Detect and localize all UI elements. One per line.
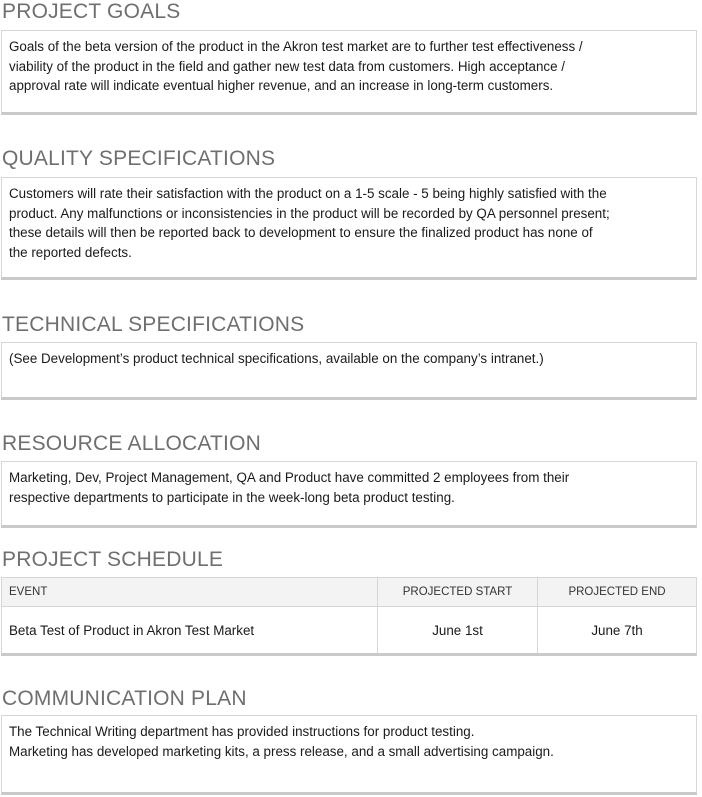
text-line: Customers will rate their satisfaction with the product on a 1-5 scale - 5 being highly satisfied with the — [9, 186, 607, 201]
section-heading: PROJECT SCHEDULE — [2, 548, 224, 571]
section-heading: QUALITY SPECIFICATIONS — [2, 147, 276, 170]
text-line: The Technical Writing department has provided instructions for product testing. — [9, 724, 475, 739]
text-line: (See Development’s product technical specifications, available on the company’s intranet.) — [9, 351, 544, 366]
text-line: respective departments to participate in the week-long beta product testing. — [9, 489, 455, 505]
technical-specifications-box — [1, 342, 697, 400]
table-row — [2, 607, 696, 653]
column-header-projected-start: PROJECTED START — [378, 578, 538, 606]
schedule-table — [1, 577, 697, 656]
text-line: viability of the product in the field and gather new test data from customers. High acceptance / — [9, 58, 566, 74]
quality-specifications-box — [1, 177, 697, 280]
cell-projected-start: June 1st — [378, 607, 538, 653]
text-line: Goals of the beta version of the product in the Akron test market are to further test effectiveness / — [9, 39, 583, 54]
text-line: approval rate will indicate eventual higher revenue, and an increase in long-term customers. — [9, 78, 554, 93]
resource-allocation-box — [1, 461, 697, 528]
project-goals-box — [1, 30, 697, 115]
column-header-projected-end: PROJECTED END — [568, 586, 666, 598]
communication-plan-box — [1, 715, 697, 795]
section-heading: PROJECT GOALS — [2, 0, 181, 23]
cell-event: Beta Test of Product in Akron Test Market — [2, 607, 378, 653]
cell-projected-end: June 7th — [591, 622, 643, 638]
section-heading: COMMUNICATION PLAN — [2, 687, 247, 710]
text-line: these details will then be reported back to development to ensure the finalized product has none of — [9, 225, 593, 240]
table-header-row — [2, 578, 696, 607]
column-header-event: EVENT — [2, 578, 378, 606]
text-line: product. Any malfunctions or inconsistencies in the product will be recorded by QA personnel present; — [9, 205, 610, 221]
text-line: the reported defects. — [9, 244, 132, 260]
text-line: Marketing, Dev, Project Management, QA and Product have committed 2 employees from their — [9, 470, 570, 485]
text-line: Marketing has developed marketing kits, a press release, and a small advertising campaign. — [9, 743, 554, 759]
section-heading: TECHNICAL SPECIFICATIONS — [2, 313, 305, 336]
section-heading: RESOURCE ALLOCATION — [2, 432, 261, 455]
